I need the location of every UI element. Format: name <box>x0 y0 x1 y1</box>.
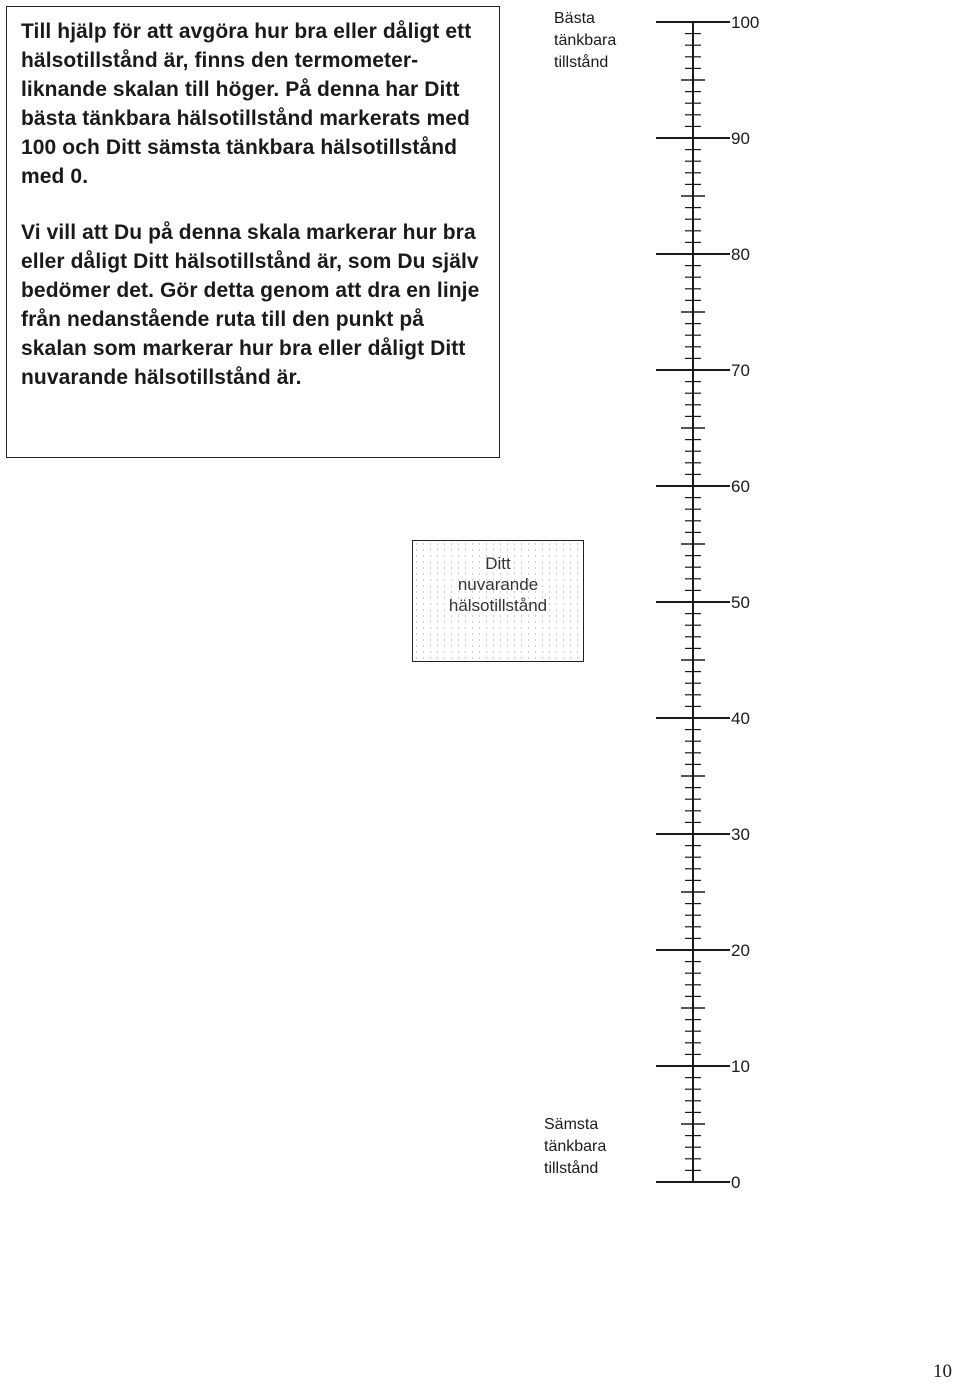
major-tick-label: 90 <box>731 129 750 148</box>
major-tick-label: 30 <box>731 825 750 844</box>
major-tick-label: 70 <box>731 361 750 380</box>
instruction-paragraph-1: Till hjälp för att avgöra hur bra eller dåligt ett hälsotillstånd är, finns den termometer-liknande skalan till höger. På denna har Ditt bästa tänkbara hälsotillstånd markerats med 100 och Ditt sämsta tänkbara hälsotillstånd med 0. <box>21 20 472 188</box>
best-label-line: Bästa <box>554 10 595 27</box>
worst-label-line: Sämsta <box>544 1116 599 1133</box>
worst-label-line: tänkbara <box>544 1138 607 1155</box>
page-number: 10 <box>933 1361 952 1382</box>
best-label-line: tänkbara <box>554 32 617 49</box>
worst-label-line: tillstånd <box>544 1160 599 1177</box>
current-box-line: nuvarande <box>457 575 539 594</box>
best-label-line: tillstånd <box>554 54 609 71</box>
major-tick-label: 20 <box>731 941 750 960</box>
current-box-line: Ditt <box>485 554 511 573</box>
major-tick-label: 10 <box>731 1057 750 1076</box>
major-tick-label: 40 <box>731 709 750 728</box>
major-tick-label: 50 <box>731 593 750 612</box>
major-tick-label: 0 <box>731 1173 741 1192</box>
instruction-paragraph-2: Vi vill att Du på denna skala markerar hur bra eller dåligt Ditt hälsotillstånd är, som Du själv bedömer det. Gör detta genom att dra en linje från nedanstående ruta till den punkt på skalan som markerar hur bra eller dåligt Ditt nuvarande hälsotillstånd är. <box>21 221 480 389</box>
major-tick-label: 100 <box>731 13 760 32</box>
major-tick-label: 80 <box>731 245 750 264</box>
current-box-line: hälsotillstånd <box>448 596 548 615</box>
major-tick-label: 60 <box>731 477 750 496</box>
